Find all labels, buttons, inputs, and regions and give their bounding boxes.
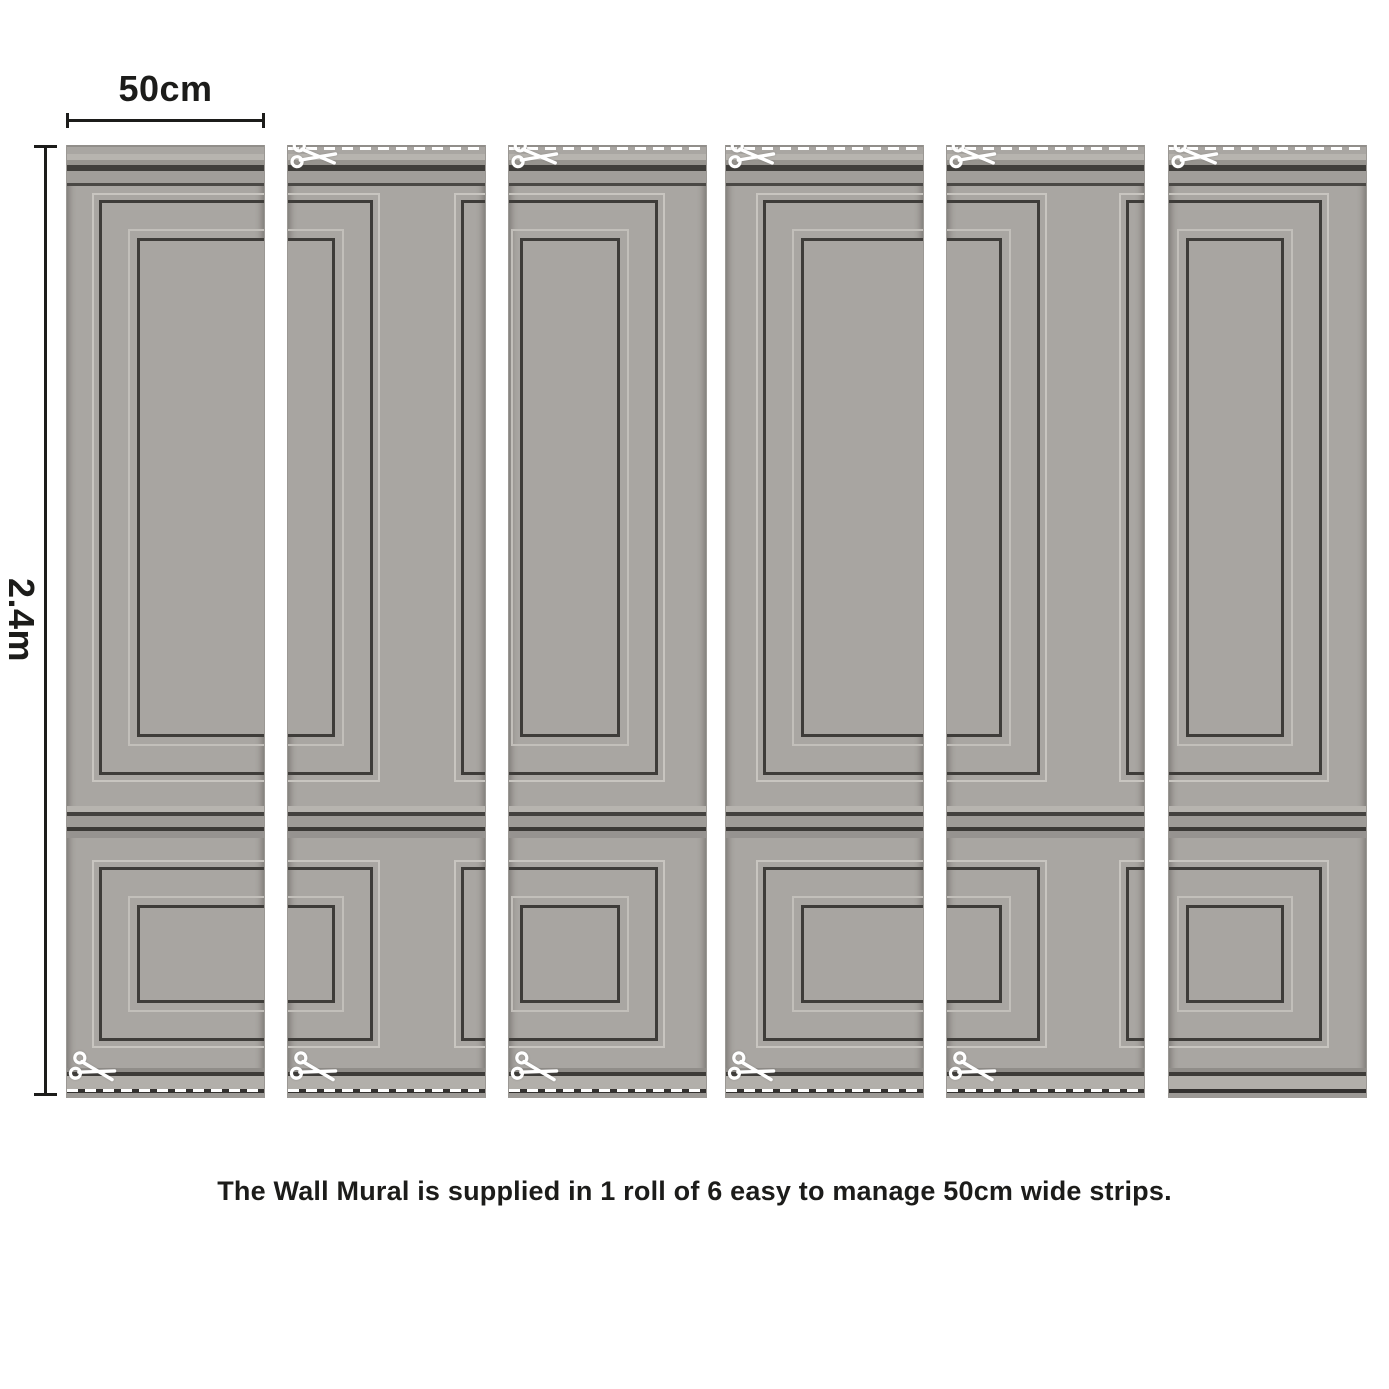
lower-wainscot-panel [92, 860, 265, 1048]
panel-moulding-line [801, 238, 924, 737]
dado-rail-band [726, 831, 923, 838]
dado-rail-band [288, 831, 485, 838]
panel-moulding-line [946, 905, 1002, 1003]
crown-molding-band [288, 183, 485, 186]
panel-moulding-line [801, 905, 924, 1003]
panel-moulding-line [461, 867, 486, 1041]
upper-wainscot-panel [1119, 193, 1145, 782]
dado-rail-band [67, 816, 264, 827]
measure-tick-left [66, 113, 69, 128]
scissors-icon [290, 145, 338, 178]
scissors-icon [1171, 145, 1219, 178]
dado-rail-band [947, 831, 1144, 838]
panel-moulding-line [461, 200, 486, 775]
scissors-icon [511, 145, 559, 178]
mural-strip-2 [287, 145, 486, 1098]
panel-moulding-line [287, 905, 335, 1003]
measure-tick-top [34, 145, 57, 148]
lower-wainscot-panel [454, 860, 486, 1048]
lower-wainscot-panel [508, 860, 665, 1048]
lower-wainscot-panel [946, 860, 1047, 1048]
panel-moulding-line [1126, 867, 1145, 1041]
baseboard-band [726, 1093, 923, 1098]
height-dimension-label: 2.4m [1, 577, 42, 663]
scissors-icon [290, 1053, 338, 1092]
dado-rail-band [288, 816, 485, 827]
upper-wainscot-panel [756, 193, 924, 782]
lower-wainscot-panel [1119, 860, 1145, 1048]
lower-wainscot-panel [1168, 860, 1329, 1048]
dado-rail-band [509, 816, 706, 827]
lower-wainscot-panel [756, 860, 924, 1048]
crown-molding-band [67, 183, 264, 186]
scissors-icon [949, 1053, 997, 1092]
crown-molding-band [67, 147, 264, 154]
mural-strip-1 [66, 145, 265, 1098]
baseboard-band [1169, 1093, 1366, 1098]
scissors-icon [728, 1053, 776, 1092]
mural-strip-5 [946, 145, 1145, 1098]
upper-wainscot-panel [287, 193, 380, 782]
dado-rail-band [947, 816, 1144, 827]
crown-molding-band [1169, 183, 1366, 186]
panel-moulding-line [287, 238, 335, 737]
baseboard-band [1169, 1076, 1366, 1089]
mural-strip-4 [725, 145, 924, 1098]
baseboard-band [67, 1093, 264, 1098]
scissors-icon [69, 1053, 117, 1092]
lower-wainscot-panel [287, 860, 380, 1048]
panel-moulding-line [1186, 238, 1284, 737]
panel-moulding-line [137, 905, 265, 1003]
height-measure-line [44, 145, 47, 1096]
panel-moulding-line [946, 238, 1002, 737]
width-measure-line [66, 119, 265, 122]
panel-moulding-line [520, 238, 620, 737]
baseboard-band [288, 1093, 485, 1098]
crown-molding-band [726, 183, 923, 186]
dado-rail-band [67, 831, 264, 838]
panel-moulding-line [1186, 905, 1284, 1003]
upper-wainscot-panel [946, 193, 1047, 782]
dado-rail-band [1169, 816, 1366, 827]
panel-moulding-line [1126, 200, 1145, 775]
caption-text: The Wall Mural is supplied in 1 roll of 6 easy to manage 50cm wide strips. [217, 1176, 1172, 1206]
crown-molding-band [67, 171, 264, 183]
dado-rail-band [726, 816, 923, 827]
crown-molding-band [509, 183, 706, 186]
measure-tick-right [262, 113, 265, 128]
upper-wainscot-panel [454, 193, 486, 782]
panel-moulding-line [137, 238, 265, 737]
scissors-icon [511, 1053, 559, 1092]
panel-moulding-line [520, 905, 620, 1003]
measure-tick-bottom [34, 1093, 57, 1096]
scissors-icon [949, 145, 997, 178]
baseboard-band [509, 1093, 706, 1098]
mural-strip-3 [508, 145, 707, 1098]
width-dimension-label: 50cm [118, 68, 213, 109]
baseboard-band [947, 1093, 1144, 1098]
crown-molding-band [947, 183, 1144, 186]
upper-wainscot-panel [508, 193, 665, 782]
dado-rail-band [509, 831, 706, 838]
upper-wainscot-panel [92, 193, 265, 782]
mural-strip-6 [1168, 145, 1367, 1098]
scissors-icon [728, 145, 776, 178]
dado-rail-band [1169, 831, 1366, 838]
upper-wainscot-panel [1168, 193, 1329, 782]
